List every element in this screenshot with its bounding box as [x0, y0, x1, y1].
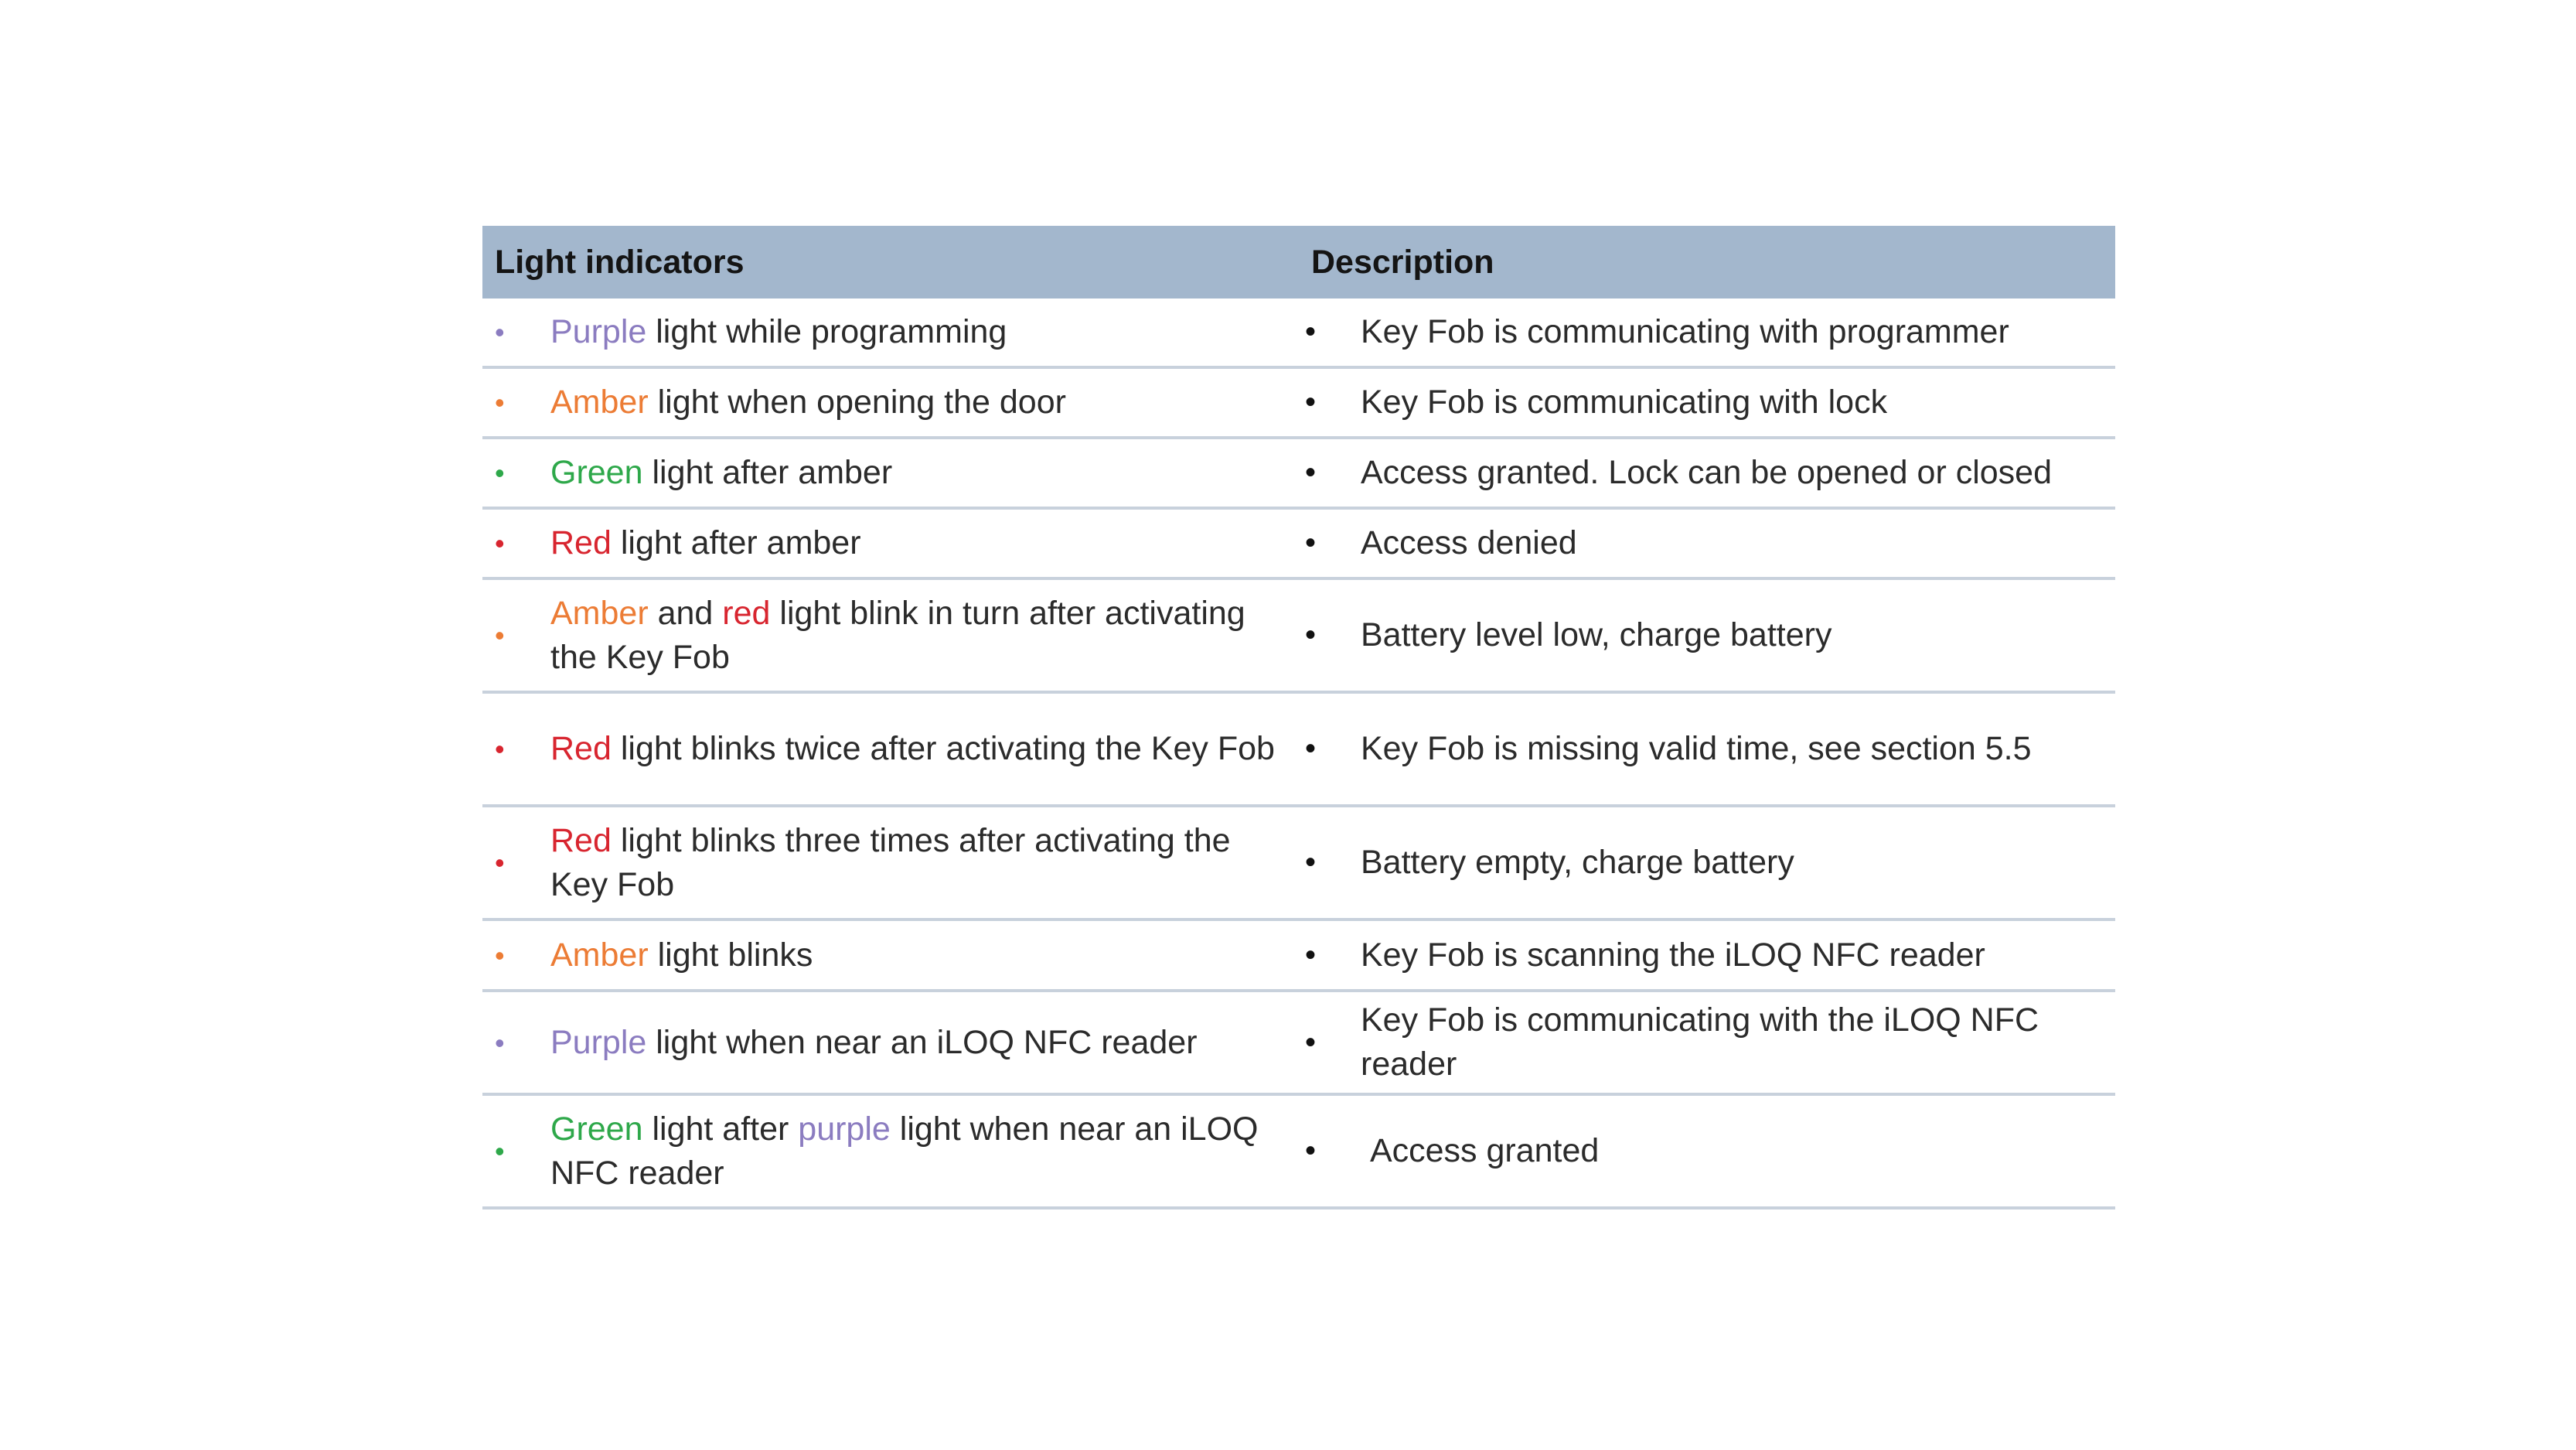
indicator-text: [550, 451, 1299, 495]
indicator-cell: [482, 299, 1299, 367]
bullet-icon: •: [1305, 385, 1317, 419]
indicator-text-segment: light when opening the door: [648, 384, 1066, 421]
bullet-icon: •: [495, 733, 505, 765]
bullet-icon: •: [1305, 1134, 1317, 1168]
column-header-light-indicators: Light indicators: [482, 226, 1299, 299]
light-indicator-table-container: [482, 226, 2115, 1209]
description-cell: [1299, 508, 2115, 578]
indicator-cell: [482, 438, 1299, 508]
color-word: Amber: [550, 384, 649, 421]
description-text: Battery level low, charge battery: [1361, 616, 1832, 653]
color-word: red: [722, 594, 771, 632]
indicator-text: [550, 727, 1299, 771]
indicator-text: [550, 310, 1299, 354]
indicator-text-segment: light after: [642, 1110, 799, 1148]
description-cell: [1299, 806, 2115, 919]
table-row: [482, 806, 2115, 919]
indicator-text-segment: light blinks three times after activating the Key Fob: [550, 821, 1231, 903]
bullet-icon: •: [1305, 1025, 1317, 1059]
table-row: [482, 692, 2115, 806]
bullet-icon: •: [495, 457, 505, 489]
indicator-cell: [482, 991, 1299, 1094]
table-row: [482, 991, 2115, 1094]
bullet-icon: •: [1305, 315, 1317, 349]
description-text: Key Fob is missing valid time, see section 5.5: [1361, 730, 2032, 767]
table-header: [482, 226, 2115, 299]
indicator-cell: [482, 806, 1299, 919]
bullet-icon: •: [495, 1026, 505, 1059]
table-header-row: [482, 226, 2115, 299]
color-word: Red: [550, 730, 612, 767]
indicator-text: [550, 819, 1299, 907]
indicator-text-segment: light blinks twice after activating the Key Fob: [611, 730, 1275, 767]
indicator-text-segment: light while programming: [646, 313, 1007, 350]
bullet-icon: •: [1305, 845, 1317, 879]
color-word: Red: [550, 821, 612, 859]
table-row: [482, 919, 2115, 991]
description-cell: [1299, 578, 2115, 692]
indicator-text: [550, 1107, 1299, 1196]
indicator-text-segment: light after amber: [611, 524, 861, 561]
description-cell: [1299, 919, 2115, 991]
indicator-cell: [482, 508, 1299, 578]
indicator-text-segment: light blinks: [648, 936, 813, 974]
bullet-icon: •: [1305, 937, 1317, 972]
bullet-icon: •: [495, 939, 505, 971]
indicator-text: [550, 380, 1299, 425]
bullet-icon: •: [495, 1135, 505, 1167]
description-text: Access granted. Lock can be opened or closed: [1361, 454, 2053, 491]
description-cell: [1299, 438, 2115, 508]
bullet-icon: •: [1305, 455, 1317, 490]
indicator-text: [550, 933, 1299, 977]
table-row: [482, 299, 2115, 367]
color-word: Red: [550, 524, 612, 561]
description-text: Battery empty, charge battery: [1361, 844, 1794, 881]
color-word: Green: [550, 1110, 643, 1148]
indicator-cell: [482, 367, 1299, 438]
bullet-icon: •: [495, 847, 505, 879]
description-cell: [1299, 1094, 2115, 1208]
indicator-text-segment: and: [648, 594, 723, 632]
table-row: [482, 438, 2115, 508]
bullet-icon: •: [1305, 732, 1317, 766]
table-row: [482, 578, 2115, 692]
indicator-text-segment: light when near an iLOQ NFC reader: [550, 1110, 1259, 1192]
color-word: Amber: [550, 594, 649, 632]
indicator-cell: [482, 692, 1299, 806]
bullet-icon: •: [495, 316, 505, 348]
color-word: Green: [550, 454, 643, 491]
table-row: [482, 1094, 2115, 1208]
table-body: [482, 299, 2115, 1208]
description-text: Key Fob is communicating with lock: [1361, 384, 1888, 421]
table-row: [482, 367, 2115, 438]
indicator-cell: [482, 578, 1299, 692]
indicator-text: [550, 521, 1299, 565]
description-text: Key Fob is communicating with the iLOQ NFC reader: [1361, 1001, 2048, 1083]
bullet-icon: •: [1305, 526, 1317, 560]
description-cell: [1299, 299, 2115, 367]
indicator-cell: [482, 1094, 1299, 1208]
table-row: [482, 508, 2115, 578]
color-word: Purple: [550, 1023, 647, 1061]
indicator-text-segment: light after amber: [642, 454, 893, 491]
description-text: Key Fob is scanning the iLOQ NFC reader: [1361, 936, 1985, 974]
description-cell: [1299, 367, 2115, 438]
light-indicator-table: [482, 226, 2115, 1209]
column-header-description: Description: [1299, 226, 2115, 299]
color-word: Amber: [550, 936, 649, 974]
indicator-cell: [482, 919, 1299, 991]
indicator-text-segment: light blink in turn after activating the Key Fob: [550, 594, 1245, 676]
indicator-text-segment: light when near an iLOQ NFC reader: [646, 1023, 1198, 1061]
description-text: Key Fob is communicating with programmer: [1361, 313, 2009, 350]
bullet-icon: •: [495, 527, 505, 559]
indicator-text: [550, 592, 1299, 680]
description-text: Access granted: [1361, 1132, 1600, 1169]
bullet-icon: •: [495, 619, 505, 651]
bullet-icon: •: [495, 387, 505, 418]
description-cell: [1299, 692, 2115, 806]
description-text: Access denied: [1361, 524, 1577, 561]
description-cell: [1299, 991, 2115, 1094]
color-word: Purple: [550, 313, 647, 350]
color-word: purple: [798, 1110, 891, 1148]
bullet-icon: •: [1305, 618, 1317, 652]
indicator-text: [550, 1021, 1299, 1065]
